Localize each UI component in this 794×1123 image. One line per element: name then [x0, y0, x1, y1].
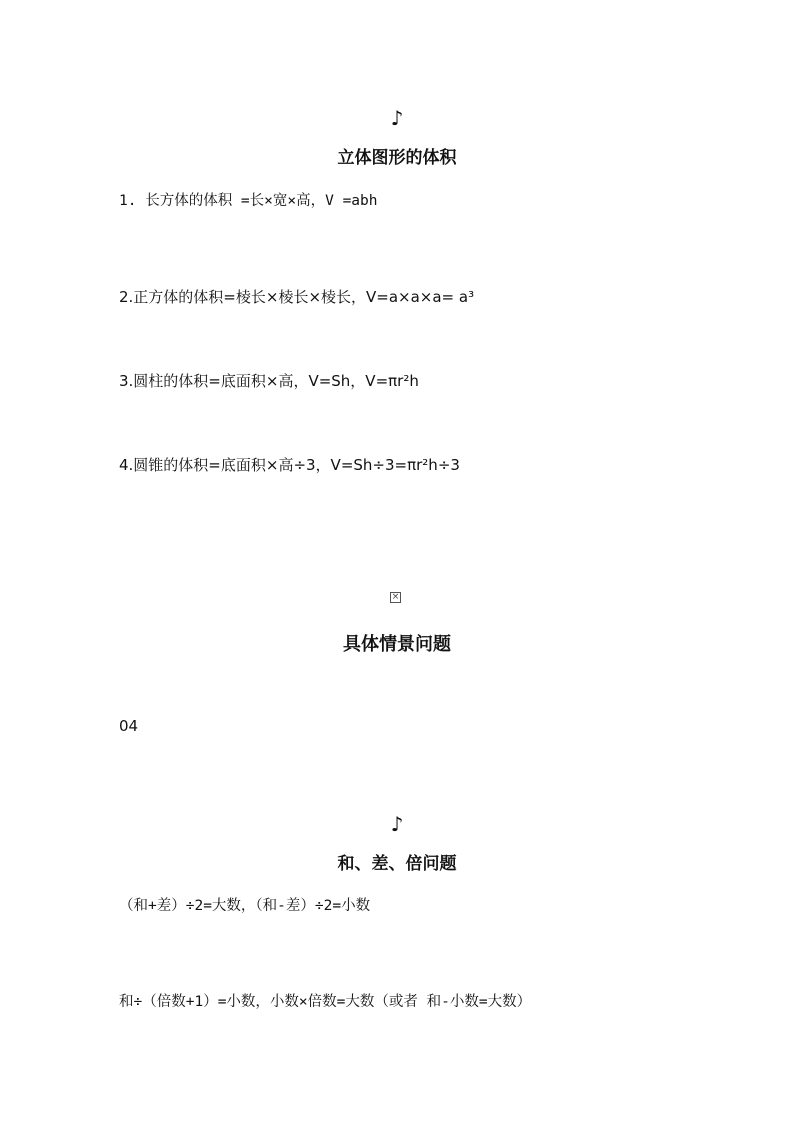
formula-cylinder-volume: 3.圆柱的体积=底面积×高，V=Sh，V=πr²h [119, 372, 419, 390]
music-note-icon-2: ♪ [390, 812, 404, 836]
formula-sum-difference: （和+差）÷2=大数，（和-差）÷2=小数 [119, 898, 371, 914]
broken-image-icon: × [391, 592, 400, 602]
formula-cone-volume: 4.圆锥的体积=底面积×高÷3，V=Sh÷3=πr²h÷3 [119, 456, 460, 474]
section-heading-sum-diff-multiple: 和、差、倍问题 [337, 854, 457, 874]
formula-cuboid-volume: 1. 长方体的体积 =长×宽×高，V =abh [119, 193, 378, 209]
section-number: 04 [119, 717, 139, 735]
section-heading-volume: 立体图形的体积 [337, 148, 457, 168]
music-note-icon: ♪ [390, 106, 404, 130]
section-heading-scenario: 具体情景问题 [343, 634, 451, 655]
formula-cube-volume: 2.正方体的体积=棱长×棱长×棱长，V=a×a×a= a³ [119, 288, 475, 306]
formula-sum-multiple: 和÷（倍数+1）=小数，小数×倍数=大数（或者 和-小数=大数） [119, 994, 532, 1010]
